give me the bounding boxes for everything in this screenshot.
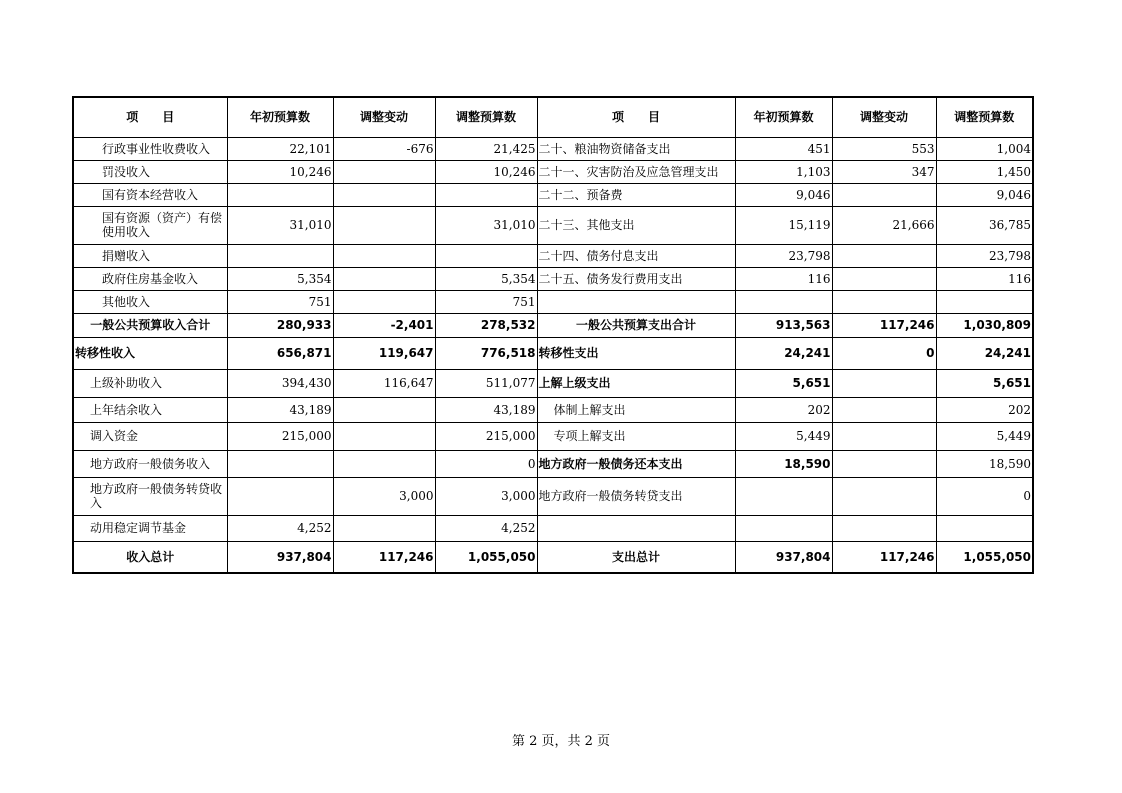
cell-change-left: 3,000 <box>333 477 435 515</box>
cell-initial-right: 18,590 <box>735 450 832 477</box>
cell-change-right <box>832 477 936 515</box>
row-label-right: 二十四、债务付息支出 <box>537 244 735 267</box>
cell-initial-left: 280,933 <box>227 313 333 337</box>
cell-initial-left: 22,101 <box>227 137 333 160</box>
row-label-left: 上级补助收入 <box>73 369 227 397</box>
table-row <box>73 244 1033 267</box>
cell-change-right <box>832 369 936 397</box>
row-label-left: 其他收入 <box>73 290 227 313</box>
row-label-left: 捐赠收入 <box>73 244 227 267</box>
table-row <box>73 515 1033 541</box>
table-row <box>73 137 1033 160</box>
cell-initial-right <box>735 290 832 313</box>
cell-initial-right <box>735 477 832 515</box>
row-label-right: 体制上解支出 <box>537 397 735 422</box>
cell-adjusted-left: 511,077 <box>435 369 537 397</box>
row-label-right: 二十、粮油物资储备支出 <box>537 137 735 160</box>
cell-adjusted-left: 31,010 <box>435 206 537 244</box>
cell-change-right: 0 <box>832 337 936 369</box>
cell-adjusted-left: 0 <box>435 450 537 477</box>
row-label-right: 一般公共预算支出合计 <box>537 313 735 337</box>
cell-adjusted-right: 1,004 <box>936 137 1033 160</box>
row-label-left: 国有资源（资产）有偿使用收入 <box>73 206 227 244</box>
table-row <box>73 183 1033 206</box>
cell-change-left: 119,647 <box>333 337 435 369</box>
cell-initial-right: 1,103 <box>735 160 832 183</box>
cell-initial-left: 31,010 <box>227 206 333 244</box>
total-row <box>73 541 1033 573</box>
cell-adjusted-right: 5,651 <box>936 369 1033 397</box>
cell-adjusted-left: 215,000 <box>435 422 537 450</box>
row-label-left: 行政事业性收费收入 <box>73 137 227 160</box>
cell-initial-left: 5,354 <box>227 267 333 290</box>
cell-initial-right: 9,046 <box>735 183 832 206</box>
table-row <box>73 206 1033 244</box>
cell-adjusted-right: 5,449 <box>936 422 1033 450</box>
row-label-right: 专项上解支出 <box>537 422 735 450</box>
row-label-right: 转移性支出 <box>537 337 735 369</box>
cell-adjusted-left <box>435 244 537 267</box>
table-row <box>73 290 1033 313</box>
cell-change-right: 117,246 <box>832 313 936 337</box>
header-change-right: 调整变动 <box>832 97 936 137</box>
cell-change-left <box>333 267 435 290</box>
header-row <box>73 97 1033 137</box>
cell-initial-left: 10,246 <box>227 160 333 183</box>
cell-initial-left: 4,252 <box>227 515 333 541</box>
cell-change-left: -676 <box>333 137 435 160</box>
cell-adjusted-right: 1,055,050 <box>936 541 1033 573</box>
cell-change-right: 347 <box>832 160 936 183</box>
cell-initial-right: 202 <box>735 397 832 422</box>
cell-change-right <box>832 397 936 422</box>
cell-adjusted-right: 18,590 <box>936 450 1033 477</box>
table-row <box>73 450 1033 477</box>
cell-change-left <box>333 244 435 267</box>
cell-change-right: 117,246 <box>832 541 936 573</box>
row-label-left: 罚没收入 <box>73 160 227 183</box>
cell-initial-left: 937,804 <box>227 541 333 573</box>
table-row <box>73 477 1033 515</box>
page-number: 第 2 页，共 2 页 <box>511 734 611 749</box>
cell-adjusted-right: 202 <box>936 397 1033 422</box>
cell-change-left: 117,246 <box>333 541 435 573</box>
row-label-left: 收入总计 <box>73 541 227 573</box>
header-initial-left: 年初预算数 <box>227 97 333 137</box>
cell-initial-left: 656,871 <box>227 337 333 369</box>
cell-adjusted-right: 23,798 <box>936 244 1033 267</box>
row-label-right <box>537 290 735 313</box>
cell-initial-left: 751 <box>227 290 333 313</box>
cell-change-left <box>333 515 435 541</box>
cell-adjusted-left: 751 <box>435 290 537 313</box>
cell-adjusted-left <box>435 183 537 206</box>
header-adjusted-left: 调整预算数 <box>435 97 537 137</box>
row-label-left: 动用稳定调节基金 <box>73 515 227 541</box>
row-label-right: 二十三、其他支出 <box>537 206 735 244</box>
cell-adjusted-right: 36,785 <box>936 206 1033 244</box>
header-initial-right: 年初预算数 <box>735 97 832 137</box>
cell-change-right <box>832 183 936 206</box>
table-row <box>73 422 1033 450</box>
cell-adjusted-right: 1,450 <box>936 160 1033 183</box>
row-label-right: 二十二、预备费 <box>537 183 735 206</box>
row-label-left: 一般公共预算收入合计 <box>73 313 227 337</box>
cell-change-left <box>333 290 435 313</box>
cell-change-left: -2,401 <box>333 313 435 337</box>
cell-initial-right: 116 <box>735 267 832 290</box>
cell-change-left <box>333 160 435 183</box>
cell-adjusted-left: 1,055,050 <box>435 541 537 573</box>
cell-adjusted-left: 43,189 <box>435 397 537 422</box>
header-item-left: 项 目 <box>73 97 227 137</box>
row-label-left: 国有资本经营收入 <box>73 183 227 206</box>
cell-initial-right: 24,241 <box>735 337 832 369</box>
cell-change-left <box>333 450 435 477</box>
table-row <box>73 160 1033 183</box>
cell-adjusted-left: 776,518 <box>435 337 537 369</box>
cell-change-left <box>333 422 435 450</box>
row-label-right: 地方政府一般债务转贷支出 <box>537 477 735 515</box>
row-label-left: 上年结余收入 <box>73 397 227 422</box>
row-label-left: 地方政府一般债务转贷收入 <box>73 477 227 515</box>
cell-adjusted-right: 116 <box>936 267 1033 290</box>
row-label-right: 二十一、灾害防治及应急管理支出 <box>537 160 735 183</box>
cell-adjusted-right <box>936 515 1033 541</box>
row-label-left: 政府住房基金收入 <box>73 267 227 290</box>
cell-adjusted-left: 4,252 <box>435 515 537 541</box>
table-row <box>73 397 1033 422</box>
subtotal-row <box>73 313 1033 337</box>
cell-change-right <box>832 515 936 541</box>
cell-initial-right: 937,804 <box>735 541 832 573</box>
cell-adjusted-left: 278,532 <box>435 313 537 337</box>
cell-change-right <box>832 422 936 450</box>
cell-initial-right: 5,449 <box>735 422 832 450</box>
cell-change-right: 21,666 <box>832 206 936 244</box>
cell-initial-right: 5,651 <box>735 369 832 397</box>
table-row <box>73 369 1033 397</box>
cell-change-right <box>832 244 936 267</box>
cell-adjusted-right <box>936 290 1033 313</box>
cell-adjusted-right: 1,030,809 <box>936 313 1033 337</box>
cell-initial-left <box>227 183 333 206</box>
row-label-left: 地方政府一般债务收入 <box>73 450 227 477</box>
row-label-right <box>537 515 735 541</box>
row-label-right: 支出总计 <box>537 541 735 573</box>
cell-adjusted-left: 3,000 <box>435 477 537 515</box>
table-row <box>73 267 1033 290</box>
cell-initial-left <box>227 450 333 477</box>
cell-initial-right: 913,563 <box>735 313 832 337</box>
cell-initial-left: 43,189 <box>227 397 333 422</box>
cell-change-right: 553 <box>832 137 936 160</box>
cell-initial-left <box>227 477 333 515</box>
header-item-right: 项 目 <box>537 97 735 137</box>
cell-initial-right: 23,798 <box>735 244 832 267</box>
cell-change-right <box>832 267 936 290</box>
cell-adjusted-left: 21,425 <box>435 137 537 160</box>
cell-change-right <box>832 290 936 313</box>
cell-adjusted-right: 0 <box>936 477 1033 515</box>
cell-adjusted-left: 10,246 <box>435 160 537 183</box>
cell-adjusted-right: 24,241 <box>936 337 1033 369</box>
cell-change-left <box>333 397 435 422</box>
row-label-right: 二十五、债务发行费用支出 <box>537 267 735 290</box>
header-change-left: 调整变动 <box>333 97 435 137</box>
cell-change-left <box>333 183 435 206</box>
table-row <box>73 337 1033 369</box>
cell-change-right <box>832 450 936 477</box>
header-adjusted-right: 调整预算数 <box>936 97 1033 137</box>
row-label-left: 调入资金 <box>73 422 227 450</box>
cell-initial-left: 394,430 <box>227 369 333 397</box>
cell-change-left: 116,647 <box>333 369 435 397</box>
budget-table <box>72 96 1034 574</box>
row-label-right: 地方政府一般债务还本支出 <box>537 450 735 477</box>
cell-initial-left: 215,000 <box>227 422 333 450</box>
cell-adjusted-right: 9,046 <box>936 183 1033 206</box>
row-label-right: 上解上级支出 <box>537 369 735 397</box>
cell-initial-left <box>227 244 333 267</box>
cell-initial-right: 15,119 <box>735 206 832 244</box>
row-label-left: 转移性收入 <box>73 337 227 369</box>
cell-initial-right: 451 <box>735 137 832 160</box>
cell-initial-right <box>735 515 832 541</box>
cell-change-left <box>333 206 435 244</box>
cell-adjusted-left: 5,354 <box>435 267 537 290</box>
